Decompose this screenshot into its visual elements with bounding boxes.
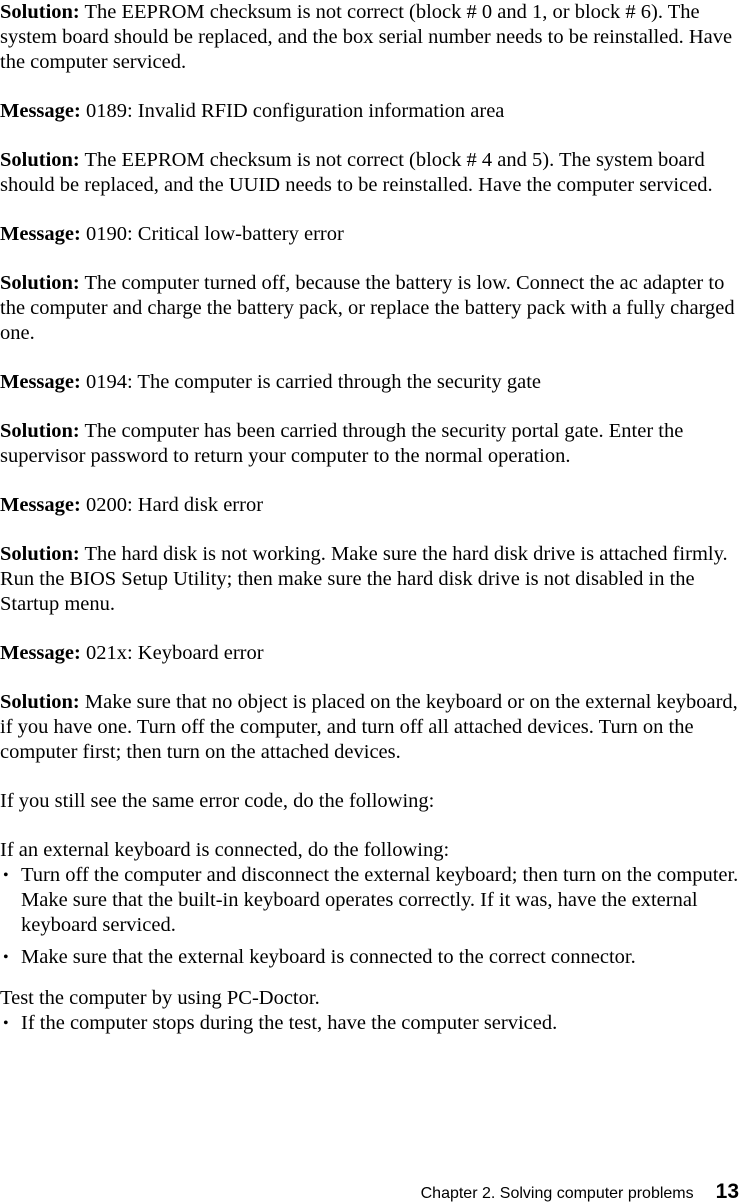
list-item [0, 863, 739, 938]
message-text: 021x: Keyboard error [85, 642, 264, 664]
solution-label: Solution: [0, 691, 80, 713]
solution-text: The computer turned off, because the battery is low. Connect the ac adapter to the computer and charge the battery pack, or replace the battery pack with a fully charged one. [0, 272, 735, 344]
message-paragraph [0, 370, 739, 395]
list-item-text: Make sure that the external keyboard is connected to the correct connector. [21, 946, 636, 968]
message-label: Message: [0, 223, 81, 245]
solution-label: Solution: [0, 149, 80, 171]
message-label: Message: [0, 642, 81, 664]
list-item-text: If the computer stops during the test, have the computer serviced. [21, 1012, 558, 1034]
test-steps [0, 1011, 739, 1036]
message-label: Message: [0, 100, 81, 122]
solution-paragraph [0, 542, 739, 617]
list-item [0, 945, 739, 970]
message-paragraph [0, 641, 739, 666]
solution-paragraph [0, 690, 739, 765]
message-label: Message: [0, 494, 81, 516]
message-text: 0190: Critical low-battery error [85, 223, 344, 245]
test-intro: Test the computer by using PC-Doctor. [0, 987, 320, 1009]
message-paragraph [0, 493, 739, 518]
page-footer [421, 1180, 739, 1204]
solution-paragraph [0, 419, 739, 469]
list-item-text: Turn off the computer and disconnect the external keyboard; then turn on the computer. Make sure that the built-in keyboard operates correctly. If it was, have the external keyboard serviced. [21, 864, 739, 936]
solution-label: Solution: [0, 420, 80, 442]
solution-text: The EEPROM checksum is not correct (block # 4 and 5). The system board should be replaced, and the UUID needs to be reinstalled. Have the computer serviced. [0, 149, 713, 196]
solution-label: Solution: [0, 272, 80, 294]
solution-paragraph [0, 148, 739, 198]
solution-text: Make sure that no object is placed on the keyboard or on the external keyboard, if you have one. Turn off the computer, and turn off all attached devices. Turn on the computer first; then turn on the attached devices. [0, 691, 738, 763]
page-number: 13 [715, 1180, 739, 1203]
solution-text: The computer has been carried through the security portal gate. Enter the supervisor password to return your computer to the normal operation. [0, 420, 684, 467]
message-paragraph [0, 222, 739, 247]
solution-paragraph [0, 0, 739, 75]
solution-label: Solution: [0, 1, 80, 23]
message-text: 0200: Hard disk error [85, 494, 264, 516]
bullet-icon: • [3, 1015, 9, 1032]
bullet-icon: • [3, 949, 9, 966]
message-text: 0189: Invalid RFID configuration information area [85, 100, 505, 122]
solution-label: Solution: [0, 543, 80, 565]
message-text: 0194: The computer is carried through the security gate [85, 371, 542, 393]
list-item [0, 1011, 739, 1036]
solution-text: The EEPROM checksum is not correct (block # 0 and 1, or block # 6). The system board should be replaced, and the box serial number needs to be reinstalled. Have the computer serviced. [0, 1, 733, 73]
message-label: Message: [0, 371, 81, 393]
external-keyboard-intro: If an external keyboard is connected, do the following: [0, 839, 450, 861]
followup-text: If you still see the same error code, do the following: [0, 790, 435, 812]
bullet-icon: • [3, 867, 9, 884]
external-keyboard-steps [0, 863, 739, 970]
chapter-title: Chapter 2. Solving computer problems [420, 1185, 694, 1202]
solution-text: The hard disk is not working. Make sure the hard disk drive is attached firmly. Run the BIOS Setup Utility; then make sure the hard disk drive is not disabled in the Startup menu. [0, 543, 728, 615]
message-paragraph [0, 99, 739, 124]
solution-paragraph [0, 271, 739, 346]
